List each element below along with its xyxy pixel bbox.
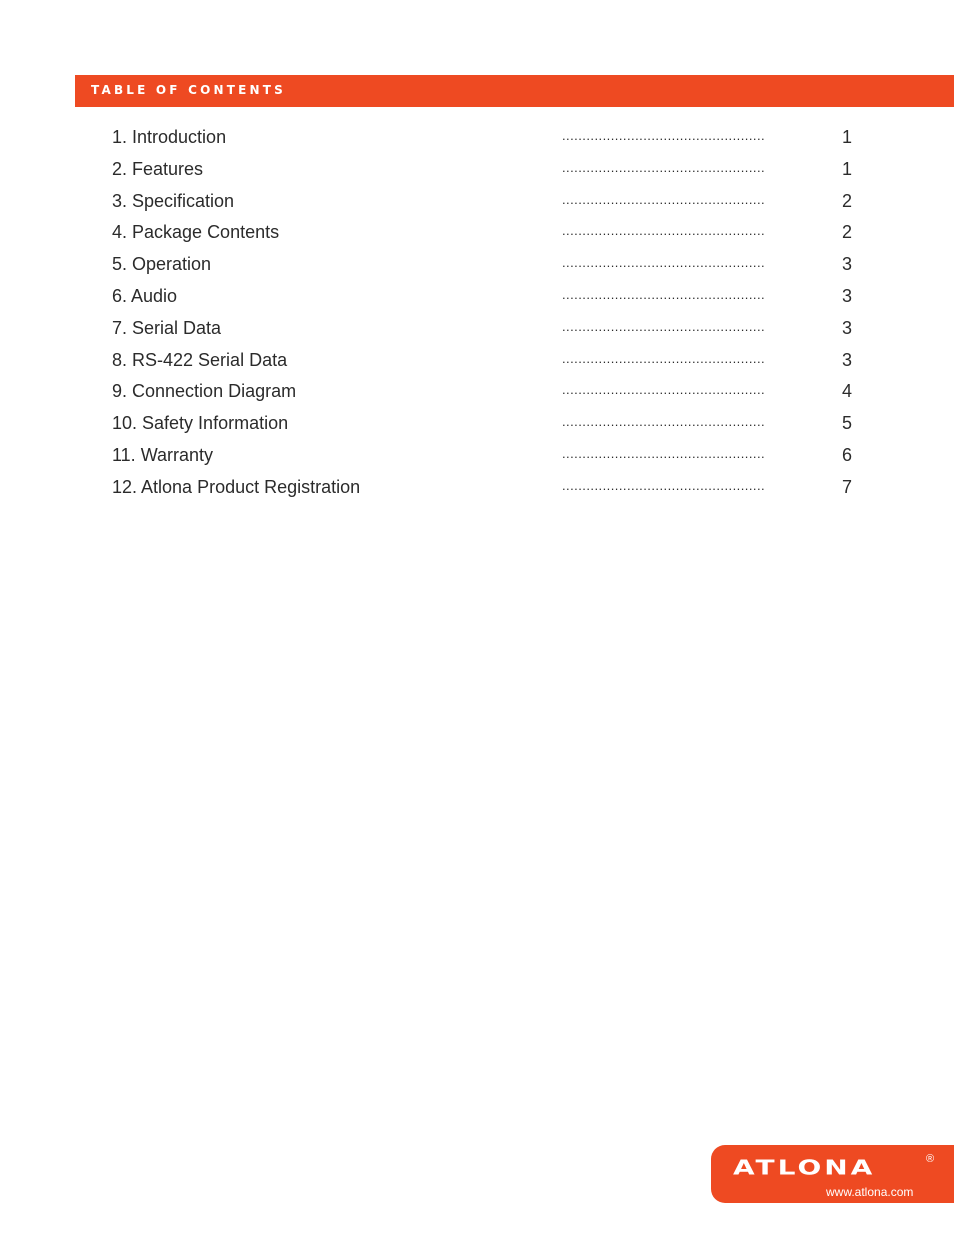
- toc-page-number: 3: [841, 349, 852, 370]
- toc-entry-title: 3. Specification: [112, 190, 235, 211]
- toc-page-number: 2: [841, 222, 852, 243]
- atlona-logo: [711, 1145, 954, 1203]
- toc-leader-dots: ..................................................: [562, 159, 766, 175]
- toc-page-number: 3: [841, 285, 852, 306]
- toc-leader-dots: ..................................................: [562, 128, 766, 143]
- toc-entry-title: 12. Atlona Product Registration: [112, 476, 361, 497]
- toc-leader-dots: ..................................................: [562, 445, 766, 461]
- toc-leader-dots: ..................................................: [562, 318, 766, 334]
- toc-entry[interactable]: [112, 281, 872, 313]
- toc-leader-dots: ..................................................: [562, 350, 766, 366]
- atlona-wordmark: ATLONA: [733, 1155, 876, 1180]
- toc-page-number: 1: [841, 158, 852, 179]
- toc-page-number: 5: [841, 413, 852, 434]
- toc-leader-dots: ..................................................: [562, 255, 766, 271]
- toc-leader-dots: ..................................................: [562, 286, 766, 302]
- toc-entry-title: 5. Operation: [112, 254, 212, 275]
- toc-entry[interactable]: [112, 186, 872, 218]
- toc-entry[interactable]: [112, 249, 872, 281]
- toc-entry-title: 8. RS-422 Serial Data: [112, 349, 288, 370]
- table-of-contents-header: [75, 75, 954, 107]
- toc-page-number: 2: [841, 190, 852, 211]
- toc-entry[interactable]: [112, 154, 872, 186]
- toc-entry[interactable]: [112, 408, 872, 440]
- website-url[interactable]: www.atlona.com: [826, 1185, 914, 1199]
- toc-leader-dots: ..................................................: [562, 414, 766, 430]
- toc-entry-title: 4. Package Contents: [112, 222, 280, 243]
- toc-entry[interactable]: [112, 345, 872, 377]
- toc-page-number: 7: [841, 476, 852, 497]
- toc-entry-title: 2. Features: [112, 158, 204, 179]
- toc-entry-title: 7. Serial Data: [112, 317, 222, 338]
- toc-page-number: 1: [841, 127, 852, 147]
- table-of-contents-list: [112, 122, 872, 504]
- toc-entry[interactable]: [112, 472, 872, 504]
- toc-entry-title: 9. Connection Diagram: [112, 381, 297, 402]
- toc-entry[interactable]: [112, 122, 872, 154]
- toc-entry[interactable]: [112, 217, 872, 249]
- toc-entry[interactable]: [112, 376, 872, 408]
- toc-entry-title: 6. Audio: [112, 285, 178, 306]
- toc-entry-title: 1. Introduction: [112, 127, 227, 147]
- toc-entry[interactable]: [112, 440, 872, 472]
- toc-page-number: 4: [841, 381, 852, 402]
- toc-entry-title: 11. Warranty: [112, 444, 214, 465]
- toc-leader-dots: ..................................................: [562, 477, 766, 493]
- toc-leader-dots: ..................................................: [562, 382, 766, 398]
- toc-leader-dots: ..................................................: [562, 191, 766, 207]
- toc-page-number: 6: [841, 444, 852, 465]
- toc-entry[interactable]: [112, 313, 872, 345]
- registered-trademark-mark: ®: [926, 1153, 935, 1165]
- header-title: TABLE OF CONTENTS: [91, 83, 286, 97]
- toc-leader-dots: ..................................................: [562, 223, 766, 239]
- toc-page-number: 3: [841, 317, 852, 338]
- toc-page-number: 3: [841, 254, 852, 275]
- toc-entry-title: 10. Safety Information: [112, 413, 289, 434]
